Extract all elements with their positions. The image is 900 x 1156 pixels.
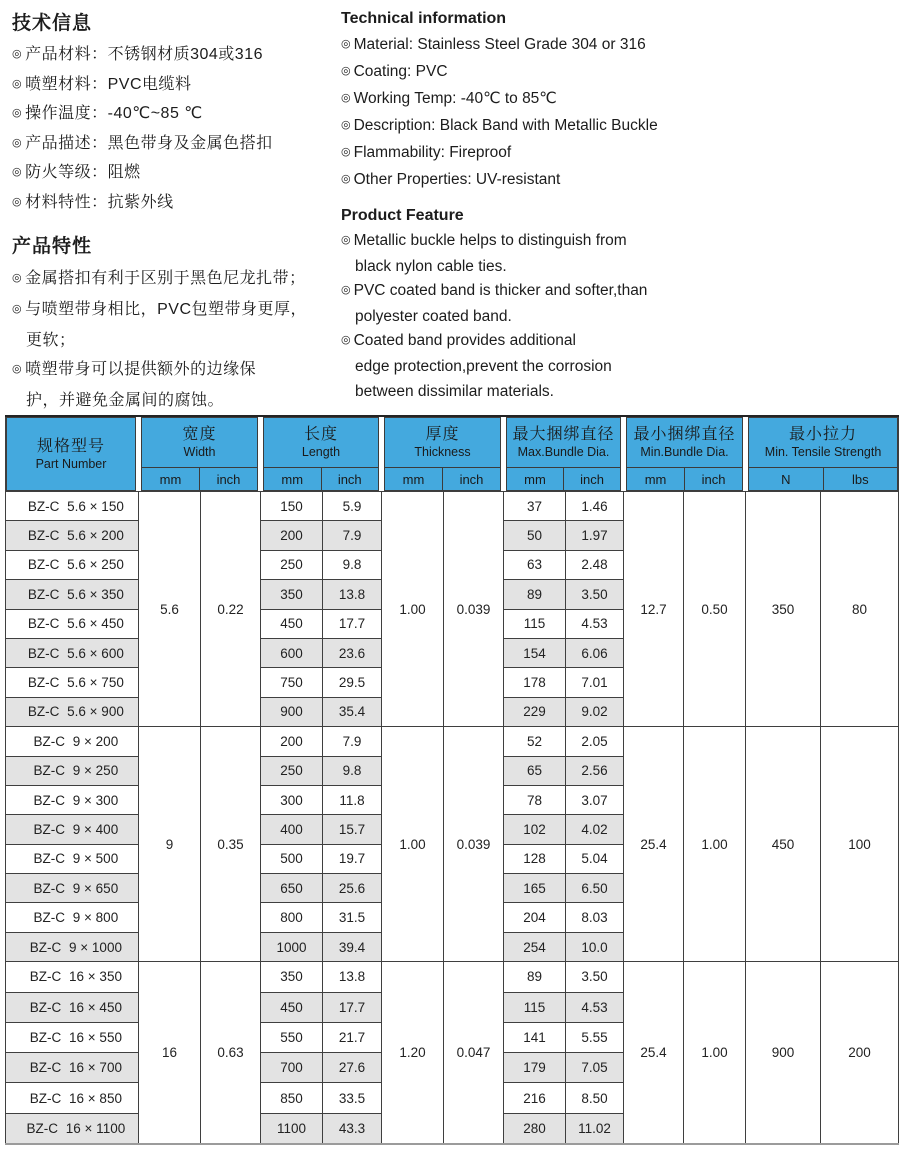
en-feature-line [341,380,741,405]
unit-label: inch [563,468,620,490]
max-dia-inch-cell: 1.97 [566,521,624,550]
col-header-part-number [6,416,139,492]
part-size: 5.6 × 200 [67,528,124,544]
max-dia-mm-cell: 178 [504,668,566,697]
spec-table-wrap [5,415,899,1145]
max-dia-inch-cell: 3.50 [566,580,624,609]
width-mm-cell: 9 [139,727,201,962]
part-number-cell [6,727,139,756]
length-mm-cell: 650 [261,874,323,903]
max-dia-mm-cell: 154 [504,638,566,667]
length-inch-cell: 27.6 [323,1053,382,1083]
min-dia-header-cn: 最小捆绑直径 [633,426,736,443]
en-feature-line-text: Metallic buckle helps to distinguish from [353,232,627,249]
max-dia-mm-cell: 128 [504,844,566,873]
length-inch-cell: 39.4 [323,932,382,961]
length-mm-cell: 350 [261,580,323,609]
thickness-mm-cell: 1.20 [382,962,444,1144]
thickness-mm-cell: 1.00 [382,492,444,727]
en-tech-item [341,86,741,113]
unit-label: lbs [823,468,898,490]
max-dia-mm-cell: 89 [504,962,566,992]
ring-bullet-icon: ◎ [341,334,351,347]
part-size: 9 × 500 [72,851,119,867]
length-mm-cell: 700 [261,1053,323,1083]
part-prefix: BZ-C [33,763,66,779]
min-dia-mm-cell: 25.4 [624,727,684,962]
part-size: 5.6 × 750 [67,675,124,691]
ring-bullet-icon: ◎ [12,302,23,315]
length-inch-cell: 29.5 [323,668,382,697]
part-number-cell [6,1053,139,1083]
cn-feature-line-text: 金属搭扣有利于区别于黑色尼龙扎带； [25,269,306,287]
max-dia-inch-cell: 9.02 [566,697,624,726]
part-number-cell [6,492,139,521]
width-inch-cell: 0.22 [201,492,261,727]
part-number-cell [6,844,139,873]
max-dia-mm-cell: 89 [504,580,566,609]
length-mm-cell: 250 [261,756,323,785]
max-dia-inch-cell: 8.50 [566,1083,624,1113]
part-size: 16 × 350 [69,969,122,985]
length-header-cn: 长度 [303,426,338,443]
length-inch-cell: 17.7 [323,609,382,638]
length-mm-cell: 600 [261,638,323,667]
max-dia-mm-cell: 63 [504,550,566,579]
min-dia-mm-cell: 12.7 [624,492,684,727]
cn-tech-item-text: 防火等级：阻燃 [25,164,141,182]
tensile-n-cell: 450 [746,727,821,962]
part-prefix: BZ-C [27,528,60,544]
part-number-cell [6,697,139,726]
part-size: 16 × 550 [69,1029,122,1045]
ring-bullet-icon: ◎ [341,65,351,77]
cn-tech-item [12,41,334,71]
tensile-n-cell: 900 [746,962,821,1144]
en-feature-line [341,355,741,380]
max-dia-inch-cell: 3.07 [566,785,624,814]
max-dia-inch-cell: 3.50 [566,962,624,992]
part-number-cell [6,815,139,844]
part-header-cn: 规格型号 [36,437,105,455]
ring-bullet-icon: ◎ [12,166,23,179]
length-inch-cell: 9.8 [323,550,382,579]
max-dia-inch-cell: 2.56 [566,756,624,785]
max-dia-mm-cell: 52 [504,727,566,756]
length-inch-cell: 17.7 [323,992,382,1022]
tensile-lbs-cell: 100 [821,727,899,962]
length-mm-cell: 900 [261,697,323,726]
min-dia-inch-cell: 1.00 [684,727,746,962]
part-size: 9 × 200 [72,733,119,749]
part-number-cell [6,1022,139,1052]
cn-tech-item [12,130,334,160]
part-prefix: BZ-C [33,733,66,749]
length-inch-cell: 7.9 [323,727,382,756]
max-dia-mm-cell: 216 [504,1083,566,1113]
part-size: 9 × 1000 [69,939,122,955]
length-inch-cell: 15.7 [323,815,382,844]
part-number-cell [6,874,139,903]
max-dia-inch-cell: 4.02 [566,815,624,844]
part-prefix: BZ-C [27,675,60,691]
ring-bullet-icon: ◎ [341,38,351,50]
part-size: 5.6 × 350 [67,586,124,602]
part-prefix: BZ-C [29,1090,62,1106]
length-inch-cell: 11.8 [323,785,382,814]
cn-feature-line [12,326,334,355]
max-dia-mm-cell: 204 [504,903,566,932]
part-size: 9 × 650 [72,880,119,896]
section-chinese-info [12,4,334,415]
part-number-cell [6,756,139,785]
length-inch-cell: 23.6 [323,638,382,667]
thickness-inch-cell: 0.039 [444,727,504,962]
length-inch-cell: 9.8 [323,756,382,785]
thickness-mm-cell: 1.00 [382,727,444,962]
cn-tech-item-text: 喷塑材料：PVC电缆料 [25,75,192,93]
max-dia-mm-cell: 115 [504,992,566,1022]
en-feature-line-text: polyester coated band. [355,307,512,325]
part-size: 5.6 × 250 [67,557,124,573]
ring-bullet-icon: ◎ [12,107,23,120]
part-prefix: BZ-C [29,1060,62,1076]
unit-label: mm [524,471,546,487]
min-dia-inch-cell: 1.00 [684,962,746,1144]
max-dia-inch-cell: 6.50 [566,874,624,903]
min-dia-inch-cell: 0.50 [684,492,746,727]
cn-feature-line-text: 与喷塑带身相比，PVC包塑带身更厚， [25,300,308,318]
length-inch-cell: 31.5 [323,903,382,932]
max-dia-mm-cell: 165 [504,874,566,903]
width-header-cn: 宽度 [182,426,217,443]
cn-tech-item-text: 材料特性：抗紫外线 [25,193,174,211]
en-feature-line [341,229,741,255]
en-tech-item-text: Description: Black Band with Metallic Buckle [353,117,658,134]
col-group-tensile-strength [746,416,899,492]
en-feature-line-text: edge protection,prevent the corrosion [355,357,612,375]
tensile-header-en: Min. Tensile Strength [764,445,882,459]
part-prefix: BZ-C [26,1120,59,1136]
unit-label: inch [199,468,257,490]
max-dia-inch-cell: 8.03 [566,903,624,932]
cn-tech-heading: 技术信息 [12,13,93,34]
length-inch-cell: 35.4 [323,697,382,726]
cn-feature-line-text: 护，并避免金属间的腐蚀。 [26,391,225,409]
part-size: 5.6 × 900 [67,704,124,720]
ring-bullet-icon: ◎ [12,48,23,60]
part-number-cell [6,992,139,1022]
en-feature-line [341,329,741,355]
max-dia-mm-cell: 78 [504,785,566,814]
cn-tech-item-text: 产品描述：黑色带身及金属色搭扣 [25,134,273,152]
part-number-cell [6,785,139,814]
en-tech-item [341,140,741,167]
max-dia-mm-cell: 254 [504,932,566,961]
max-dia-mm-cell: 115 [504,609,566,638]
max-dia-mm-cell: 102 [504,815,566,844]
part-number-cell [6,521,139,550]
part-prefix: BZ-C [29,1029,62,1045]
part-number-cell [6,550,139,579]
en-feature-line-text: between dissimilar materials. [355,382,554,400]
max-dia-inch-cell: 4.53 [566,992,624,1022]
cn-tech-item-text: 操作温度：-40℃~85 ℃ [25,105,203,123]
unit-label: N [781,471,791,487]
length-mm-cell: 150 [261,492,323,521]
col-group-length [261,416,382,492]
en-feature-heading: Product Feature [341,207,464,224]
cn-tech-item [12,100,334,130]
part-number-cell [6,962,139,992]
max-dia-inch-cell: 5.55 [566,1022,624,1052]
part-size: 5.6 × 450 [67,616,124,632]
en-feature-line-text: Coated band provides additional [353,332,576,350]
part-prefix: BZ-C [33,910,66,926]
max-dia-inch-cell: 5.04 [566,844,624,873]
width-mm-cell: 5.6 [139,492,201,727]
en-feature-line-text: black nylon cable ties. [355,257,507,275]
max-dia-mm-cell: 179 [504,1053,566,1083]
max-dia-inch-cell: 2.05 [566,727,624,756]
part-number-cell [6,638,139,667]
length-mm-cell: 450 [261,992,323,1022]
length-mm-cell: 250 [261,550,323,579]
thickness-inch-cell: 0.047 [444,962,504,1144]
cn-tech-item-text: 产品材料：不锈钢材质304或316 [25,46,264,63]
max-dia-mm-cell: 65 [504,756,566,785]
part-prefix: BZ-C [27,498,60,514]
length-inch-cell: 7.9 [323,521,382,550]
length-mm-cell: 800 [261,903,323,932]
part-prefix: BZ-C [27,704,60,720]
length-mm-cell: 300 [261,785,323,814]
tensile-lbs-cell: 200 [821,962,899,1144]
unit-label: mm [644,471,667,487]
part-size: 16 × 450 [69,999,122,1015]
table-row [6,962,899,992]
length-mm-cell: 350 [261,962,323,992]
max-dia-inch-cell: 1.46 [566,492,624,521]
min-dia-header-en: Min.Bundle Dia. [640,445,729,459]
part-header-en: Part Number [35,456,107,471]
length-inch-cell: 33.5 [323,1083,382,1113]
length-mm-cell: 450 [261,609,323,638]
en-tech-item [341,59,741,86]
part-prefix: BZ-C [33,792,66,808]
ring-bullet-icon: ◎ [12,362,23,375]
length-inch-cell: 25.6 [323,874,382,903]
part-prefix: BZ-C [33,851,66,867]
part-size: 9 × 800 [72,910,119,926]
ring-bullet-icon: ◎ [341,234,351,246]
part-size: 5.6 × 600 [67,645,124,661]
col-group-min-bundle-dia [624,416,746,492]
tensile-n-cell: 350 [746,492,821,727]
part-prefix: BZ-C [27,557,60,573]
length-inch-cell: 19.7 [323,844,382,873]
length-inch-cell: 13.8 [323,580,382,609]
max-dia-header-cn: 最大捆绑直径 [512,426,615,443]
cn-tech-item [12,159,334,189]
max-dia-inch-cell: 7.05 [566,1053,624,1083]
length-inch-cell: 43.3 [323,1113,382,1143]
length-mm-cell: 200 [261,727,323,756]
length-mm-cell: 1000 [261,932,323,961]
unit-label: mm [402,471,425,487]
part-prefix: BZ-C [29,939,62,955]
part-number-cell [6,580,139,609]
part-size: 16 × 1100 [65,1120,126,1136]
max-dia-inch-cell: 10.0 [566,932,624,961]
part-size: 5.6 × 150 [67,498,124,514]
section-english-info [341,6,741,404]
max-dia-mm-cell: 37 [504,492,566,521]
part-prefix: BZ-C [29,999,62,1015]
en-feature-line [341,255,741,280]
max-dia-mm-cell: 229 [504,697,566,726]
width-inch-cell: 0.35 [201,727,261,962]
part-prefix: BZ-C [29,969,62,985]
table-header-row [6,416,899,492]
min-dia-mm-cell: 25.4 [624,962,684,1144]
en-tech-item-text: Material: Stainless Steel Grade 304 or 316 [353,36,646,53]
part-size: 9 × 300 [72,792,119,808]
ring-bullet-icon: ◎ [341,284,351,297]
part-size: 16 × 850 [69,1090,122,1106]
max-dia-inch-cell: 2.48 [566,550,624,579]
cn-feature-line [12,295,334,326]
part-size: 9 × 400 [72,821,119,837]
en-tech-item [341,32,741,59]
part-prefix: BZ-C [27,586,60,602]
part-number-cell [6,668,139,697]
width-mm-cell: 16 [139,962,201,1144]
part-prefix: BZ-C [27,645,60,661]
width-inch-cell: 0.63 [201,962,261,1144]
unit-label: inch [684,468,742,490]
ring-bullet-icon: ◎ [12,136,23,149]
en-tech-item-text: Coating: PVC [353,63,448,80]
part-number-cell [6,932,139,961]
length-mm-cell: 1100 [261,1113,323,1143]
length-mm-cell: 850 [261,1083,323,1113]
part-prefix: BZ-C [33,880,66,896]
part-number-cell [6,1083,139,1113]
length-header-en: Length [301,445,341,459]
part-size: 9 × 250 [72,763,119,779]
max-dia-mm-cell: 50 [504,521,566,550]
en-feature-line [341,279,741,305]
ring-bullet-icon: ◎ [12,195,23,208]
ring-bullet-icon: ◎ [12,77,23,90]
max-dia-mm-cell: 280 [504,1113,566,1143]
thickness-inch-cell: 0.039 [444,492,504,727]
part-size: 16 × 700 [69,1060,122,1076]
cn-tech-item [12,71,334,101]
cn-feature-line [12,264,334,295]
unit-label: mm [281,471,304,487]
table-row [6,727,899,756]
ring-bullet-icon: ◎ [12,271,23,284]
tensile-header-cn: 最小拉力 [789,426,858,443]
unit-label: mm [159,471,182,487]
length-mm-cell: 750 [261,668,323,697]
en-tech-item [341,113,741,140]
spec-table [5,415,899,1145]
length-inch-cell: 5.9 [323,492,382,521]
thickness-header-cn: 厚度 [425,426,460,443]
en-feature-line-text: PVC coated band is thicker and softer,than [353,282,648,300]
col-group-width [139,416,261,492]
ring-bullet-icon: ◎ [341,119,351,131]
part-number-cell [6,609,139,638]
cn-feature-heading: 产品特性 [12,235,93,257]
cn-feature-line [12,355,334,386]
en-tech-heading: Technical information [341,10,507,27]
length-mm-cell: 500 [261,844,323,873]
max-dia-inch-cell: 11.02 [566,1113,624,1143]
part-prefix: BZ-C [33,821,66,837]
max-dia-mm-cell: 141 [504,1022,566,1052]
cn-feature-line [12,386,334,415]
tensile-lbs-cell: 80 [821,492,899,727]
length-mm-cell: 550 [261,1022,323,1052]
cn-tech-item [12,189,334,219]
ring-bullet-icon: ◎ [341,146,351,158]
unit-label: inch [442,468,500,490]
length-mm-cell: 200 [261,521,323,550]
unit-label: inch [321,468,379,490]
thickness-header-en: Thickness [414,445,471,459]
cn-feature-line-text: 喷塑带身可以提供额外的边缘保 [25,360,257,378]
part-number-cell [6,1113,139,1143]
length-inch-cell: 13.8 [323,962,382,992]
max-dia-inch-cell: 7.01 [566,668,624,697]
part-number-cell [6,903,139,932]
ring-bullet-icon: ◎ [341,173,351,185]
spec-table-body [6,492,899,1144]
en-tech-item [341,167,741,194]
col-group-thickness [382,416,504,492]
max-dia-inch-cell: 4.53 [566,609,624,638]
ring-bullet-icon: ◎ [341,92,351,104]
col-group-max-bundle-dia [504,416,624,492]
cn-feature-line-text: 更软； [26,331,76,349]
en-tech-item-text: Other Properties: UV-resistant [353,171,561,188]
en-feature-line [341,305,741,330]
width-header-en: Width [183,445,216,459]
part-prefix: BZ-C [27,616,60,632]
max-dia-header-en: Max.Bundle Dia. [517,445,610,459]
length-inch-cell: 21.7 [323,1022,382,1052]
en-tech-item-text: Working Temp: -40℃ to 85℃ [353,90,557,107]
en-tech-item-text: Flammability: Fireproof [353,144,512,161]
table-row [6,492,899,521]
max-dia-inch-cell: 6.06 [566,638,624,667]
length-mm-cell: 400 [261,815,323,844]
